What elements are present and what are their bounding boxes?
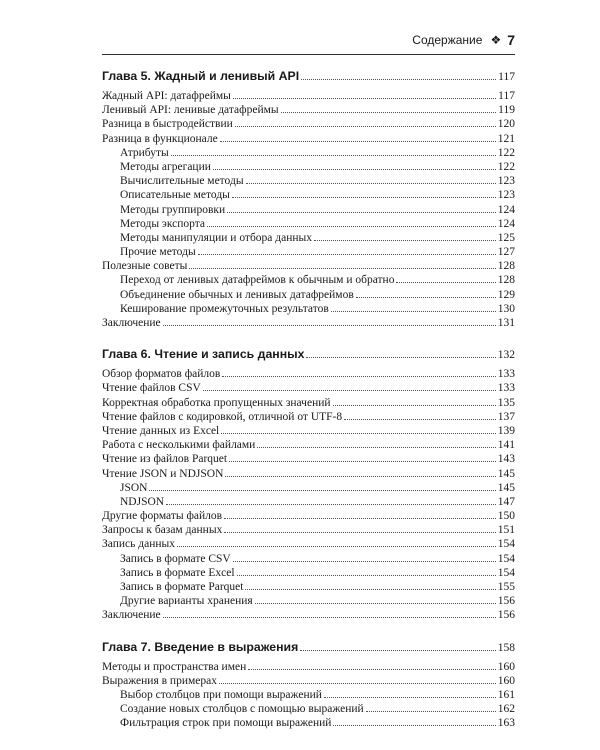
- page-number: 125: [497, 231, 515, 244]
- header-page-number: 7: [507, 32, 515, 48]
- page-number: 145: [497, 481, 515, 494]
- toc-entry[interactable]: [102, 437, 515, 451]
- toc-subentry[interactable]: [102, 230, 515, 244]
- dot-leader: [246, 173, 496, 184]
- entry-title: Запись данных: [102, 538, 175, 551]
- entry-title: Методы экспорта: [120, 217, 206, 230]
- entry-title: Заключение: [102, 609, 161, 622]
- entry-title: Методы группировки: [120, 203, 226, 216]
- toc-entry[interactable]: [102, 607, 515, 621]
- page-number: 131: [497, 317, 515, 329]
- toc-entry[interactable]: [102, 102, 515, 116]
- entry-title: Полезные советы: [102, 260, 188, 273]
- toc-entry[interactable]: [102, 366, 515, 380]
- toc-entry[interactable]: [102, 522, 515, 536]
- toc-entry[interactable]: [102, 536, 515, 550]
- page-number: 155: [497, 581, 515, 593]
- dot-leader: [255, 593, 496, 604]
- entry-title: Прочие методы: [120, 246, 196, 259]
- toc-entry[interactable]: [102, 380, 515, 394]
- toc-subentry[interactable]: [102, 145, 515, 159]
- entry-title: Фильтрация строк при помощи выражений: [120, 717, 332, 730]
- dot-leader: [219, 673, 496, 684]
- page-number: 132: [497, 349, 515, 362]
- page-number: 123: [497, 189, 515, 202]
- entry-title: JSON: [120, 481, 148, 494]
- page-number: 158: [497, 641, 515, 654]
- entry-title: Обзор форматов файлов: [102, 368, 221, 381]
- entry-title: Чтение данных из Excel: [102, 424, 220, 437]
- entry-title: Создание новых столбцов с помощью выражений: [120, 703, 364, 716]
- chapter-heading[interactable]: [102, 67, 515, 85]
- dot-leader: [203, 380, 496, 391]
- entry-title: Жадный API: датафреймы: [102, 90, 231, 102]
- toc-subentry[interactable]: [102, 244, 515, 258]
- header-section-title: Содержание: [412, 33, 483, 47]
- page-number: 133: [497, 368, 515, 381]
- dot-leader: [220, 131, 496, 142]
- page-number: 154: [497, 552, 515, 565]
- toc-entry[interactable]: [102, 451, 515, 465]
- toc-subentry[interactable]: [102, 593, 515, 607]
- dot-leader: [233, 88, 496, 99]
- dot-leader: [163, 607, 496, 618]
- entry-title: Работа с несколькими файлами: [102, 439, 256, 452]
- page-number: 129: [497, 288, 515, 301]
- entry-title: NDJSON: [120, 495, 165, 508]
- page-number: 163: [497, 717, 515, 730]
- toc-subentry[interactable]: [102, 159, 515, 173]
- dot-leader: [257, 437, 495, 448]
- dot-leader: [301, 69, 496, 80]
- dot-leader: [331, 301, 496, 312]
- toc-subentry[interactable]: [102, 687, 515, 701]
- entry-title: Разница в функционале: [102, 132, 218, 145]
- page-number: 135: [497, 396, 515, 409]
- toc-entry[interactable]: [102, 131, 515, 145]
- page-number: 119: [498, 104, 515, 117]
- page-number: 162: [497, 703, 515, 716]
- page-number: 117: [498, 71, 515, 83]
- entry-title: Чтение из файлов Parquet: [102, 453, 228, 466]
- entry-title: Заключение: [102, 317, 161, 329]
- dot-leader: [198, 244, 496, 255]
- page-number: 122: [497, 160, 515, 173]
- dot-leader: [149, 480, 495, 491]
- page-number: 137: [497, 410, 515, 423]
- page-number: 154: [497, 538, 515, 551]
- dot-leader: [163, 315, 496, 326]
- dot-leader: [344, 409, 496, 420]
- dot-leader: [324, 687, 496, 698]
- entry-title: Методы агрегации: [120, 160, 211, 173]
- toc-subentry[interactable]: [102, 579, 515, 593]
- dot-leader: [237, 565, 496, 576]
- dot-leader: [166, 494, 496, 505]
- dot-leader: [224, 508, 496, 519]
- toc-subentry[interactable]: [102, 565, 515, 579]
- entry-title: Корректная обработка пропущенных значений: [102, 396, 331, 409]
- page-number: 154: [497, 566, 515, 579]
- dot-leader: [189, 258, 495, 269]
- page-number: 124: [497, 203, 515, 216]
- entry-title: Чтение файлов с кодировкой, отличной от UTF-8: [102, 410, 343, 423]
- entry-title: Ленивый API: ленивые датафреймы: [102, 104, 279, 117]
- page-number: 139: [497, 424, 515, 437]
- dot-leader: [300, 640, 495, 651]
- toc-entry[interactable]: [102, 315, 515, 329]
- dot-leader: [248, 659, 496, 670]
- entry-title: Методы и пространства имен: [102, 660, 247, 673]
- toc-subentry[interactable]: [102, 701, 515, 715]
- entry-title: Другие форматы файлов: [102, 510, 223, 523]
- page-number: 141: [497, 439, 515, 452]
- entry-title: Атрибуты: [120, 146, 169, 159]
- dot-leader: [314, 230, 496, 241]
- page-number: 150: [497, 510, 515, 523]
- dot-leader: [177, 536, 496, 547]
- entry-title: Выражения в примерах: [102, 674, 217, 687]
- entry-title: Переход от ленивых датафреймов к обычным и обратно: [120, 274, 395, 287]
- page-number: 122: [497, 146, 515, 159]
- chapter-heading[interactable]: [102, 638, 515, 656]
- dot-leader: [227, 202, 496, 213]
- page-number: 124: [497, 217, 515, 230]
- dot-leader: [396, 272, 495, 283]
- toc-entry[interactable]: [102, 88, 515, 102]
- entry-title: Чтение файлов CSV: [102, 382, 201, 395]
- page-number: 160: [497, 674, 515, 687]
- page-number: 156: [497, 595, 515, 608]
- ornament-icon: ❖: [490, 33, 502, 47]
- entry-title: Выбор столбцов при помощи выражений: [120, 688, 322, 701]
- chapter-section: [102, 345, 515, 621]
- toc-subentry[interactable]: [102, 216, 515, 230]
- toc-entry[interactable]: [102, 508, 515, 522]
- page-number: 147: [497, 495, 515, 508]
- dot-leader: [222, 366, 495, 377]
- toc-entry[interactable]: [102, 258, 515, 272]
- chapter-heading[interactable]: [102, 345, 515, 363]
- entry-title: Другие варианты хранения: [120, 595, 253, 608]
- entry-title: Вычислительные методы: [120, 175, 244, 188]
- dot-leader: [235, 116, 496, 127]
- toc-entry[interactable]: [102, 116, 515, 130]
- toc-subentry[interactable]: [102, 272, 515, 286]
- dot-leader: [232, 187, 496, 198]
- toc-subentry[interactable]: [102, 494, 515, 508]
- entry-title: Глава 7. Введение в выражения: [102, 639, 299, 654]
- chapter-entries: [102, 659, 515, 730]
- table-of-contents: [102, 67, 515, 730]
- page-number: 128: [497, 260, 515, 273]
- chapter-entries: [102, 88, 515, 329]
- entry-title: Запросы к базам данных: [102, 524, 223, 537]
- chapter-entries: [102, 366, 515, 621]
- dot-leader: [171, 145, 496, 156]
- page-number: 120: [497, 118, 515, 131]
- page-number: 117: [498, 90, 515, 102]
- toc-entry[interactable]: [102, 423, 515, 437]
- entry-title: Разница в быстродействии: [102, 118, 233, 131]
- toc-entry[interactable]: [102, 409, 515, 423]
- entry-title: Запись в формате Parquet: [120, 581, 244, 593]
- entry-title: Глава 6. Чтение и запись данных: [102, 347, 305, 362]
- running-header: [102, 28, 515, 52]
- page-number: 130: [497, 302, 515, 315]
- dot-leader: [213, 159, 496, 170]
- page-number: 121: [497, 132, 515, 145]
- toc-subentry[interactable]: [102, 187, 515, 201]
- dot-leader: [229, 451, 496, 462]
- toc-subentry[interactable]: [102, 287, 515, 301]
- toc-entry[interactable]: [102, 466, 515, 480]
- page-number: 156: [497, 609, 515, 622]
- dot-leader: [333, 395, 496, 406]
- dot-leader: [306, 347, 495, 358]
- page-number: 128: [497, 274, 515, 287]
- chapter-section: [102, 67, 515, 329]
- entry-title: Описательные методы: [120, 189, 230, 202]
- dot-leader: [225, 466, 495, 477]
- dot-leader: [207, 216, 496, 227]
- dot-leader: [366, 701, 496, 712]
- toc-subentry[interactable]: [102, 551, 515, 565]
- toc-entry[interactable]: [102, 673, 515, 687]
- entry-title: Запись в формате Excel: [120, 566, 235, 579]
- dot-leader: [221, 423, 495, 434]
- dot-leader: [224, 522, 495, 533]
- dot-leader: [356, 287, 496, 298]
- toc-subentry[interactable]: [102, 301, 515, 315]
- entry-title: Запись в формате CSV: [120, 552, 231, 565]
- chapter-section: [102, 638, 515, 730]
- page-number: 151: [497, 524, 515, 537]
- toc-entry[interactable]: [102, 659, 515, 673]
- dot-leader: [233, 551, 496, 562]
- entry-title: Кеширование промежуточных результатов: [120, 302, 329, 315]
- entry-title: Методы манипуляции и отбора данных: [120, 231, 313, 244]
- dot-leader: [245, 579, 495, 590]
- entry-title: Глава 5. Жадный и ленивый API: [102, 69, 300, 83]
- page-number: 143: [497, 453, 515, 466]
- page-number: 161: [497, 688, 515, 701]
- toc-subentry[interactable]: [102, 715, 515, 729]
- header-rule: [102, 54, 515, 55]
- toc-subentry[interactable]: [102, 202, 515, 216]
- page-number: 145: [497, 467, 515, 480]
- page-number: 127: [497, 246, 515, 259]
- page-number: 123: [497, 175, 515, 188]
- toc-subentry[interactable]: [102, 173, 515, 187]
- toc-subentry[interactable]: [102, 480, 515, 494]
- page-number: 160: [497, 660, 515, 673]
- dot-leader: [281, 102, 497, 113]
- entry-title: Объединение обычных и ленивых датафреймов: [120, 288, 354, 301]
- page-number: 133: [497, 382, 515, 395]
- dot-leader: [333, 715, 495, 726]
- toc-entry[interactable]: [102, 395, 515, 409]
- entry-title: Чтение JSON и NDJSON: [102, 467, 224, 480]
